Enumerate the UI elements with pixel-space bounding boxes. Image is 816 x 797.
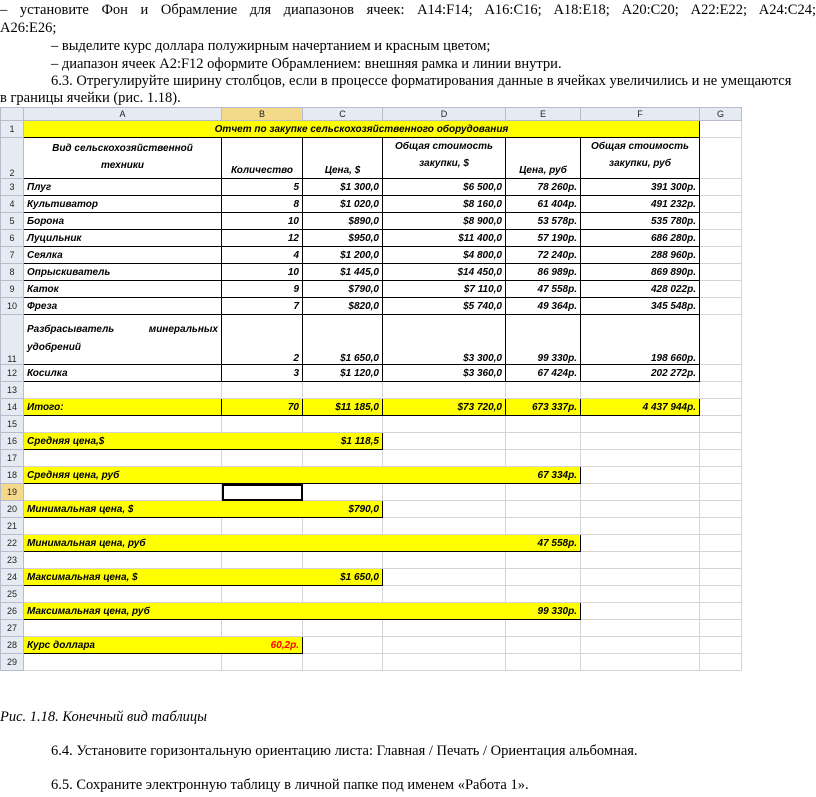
cell-price-rub[interactable]: 86 989р. bbox=[506, 264, 581, 281]
cell-quantity[interactable]: 8 bbox=[222, 196, 303, 213]
cell[interactable] bbox=[24, 620, 222, 637]
instruction-line-3: – диапазон ячеек A2:F12 оформите Обрамлением: внешняя рамка и линии внутри. bbox=[51, 56, 562, 72]
total-rub[interactable]: 4 437 944р. bbox=[581, 399, 700, 416]
cell[interactable] bbox=[581, 433, 700, 450]
cell-text: Разбрасыватель bbox=[27, 324, 115, 335]
cell[interactable] bbox=[506, 637, 581, 654]
instruction-6-3: 6.3. Отрегулируйте ширину столбцов, если в процессе форматирования данные в ячейках увеличились и не умещаются bbox=[51, 73, 792, 89]
cell[interactable] bbox=[24, 654, 222, 671]
cell-price-usd[interactable]: $950,0 bbox=[303, 230, 383, 247]
instruction-6-3-cont: в границы ячейки (рис. 1.18). bbox=[0, 90, 181, 106]
cell[interactable] bbox=[581, 416, 700, 433]
cell-price-usd[interactable]: $890,0 bbox=[303, 213, 383, 230]
cell[interactable] bbox=[506, 484, 581, 501]
min-usd-label[interactable]: Минимальная цена, $ bbox=[24, 501, 303, 518]
cell-price-usd[interactable]: $1 020,0 bbox=[303, 196, 383, 213]
cell-price-usd[interactable]: $1 650,0 bbox=[303, 315, 383, 365]
header-price-usd[interactable]: Цена, $ bbox=[303, 138, 383, 179]
cell-total-usd[interactable]: $14 450,0 bbox=[383, 264, 506, 281]
header-price-rub[interactable]: Цена, руб bbox=[506, 138, 581, 179]
row-header[interactable]: 1 bbox=[1, 121, 24, 138]
cell-price-usd[interactable]: $1 445,0 bbox=[303, 264, 383, 281]
cell-total-rub[interactable]: 288 960р. bbox=[581, 247, 700, 264]
cell[interactable] bbox=[700, 213, 742, 230]
cell-price-rub[interactable]: 99 330р. bbox=[506, 315, 581, 365]
cell[interactable] bbox=[24, 586, 222, 603]
cell-price-rub[interactable]: 53 578р. bbox=[506, 213, 581, 230]
cell-price-usd[interactable]: $1 120,0 bbox=[303, 365, 383, 382]
cell-total-usd[interactable]: $3 300,0 bbox=[383, 315, 506, 365]
cell-total-rub[interactable]: 686 280р. bbox=[581, 230, 700, 247]
row-header[interactable]: 24 bbox=[1, 569, 24, 586]
exchange-rate-value[interactable]: 60,2р. bbox=[222, 637, 303, 654]
row-header[interactable]: 13 bbox=[1, 382, 24, 399]
instruction-6-4: 6.4. Установите горизонтальную ориентацию листа: Главная / Печать / Ориентация альбомная. bbox=[51, 743, 638, 759]
cell[interactable] bbox=[222, 654, 303, 671]
cell[interactable] bbox=[700, 196, 742, 213]
cell-price-usd[interactable]: $790,0 bbox=[303, 281, 383, 298]
cell-price-rub[interactable]: 47 558р. bbox=[506, 281, 581, 298]
row-header[interactable]: 7 bbox=[1, 247, 24, 264]
cell-equipment[interactable]: Борона bbox=[24, 213, 222, 230]
max-rub-value[interactable]: 99 330р. bbox=[506, 603, 581, 620]
exchange-rate-label[interactable]: Курс доллара bbox=[24, 637, 222, 654]
row-header[interactable]: 8 bbox=[1, 264, 24, 281]
cell[interactable] bbox=[700, 603, 742, 620]
cell[interactable] bbox=[24, 518, 222, 535]
total-usd[interactable]: $73 720,0 bbox=[383, 399, 506, 416]
cell[interactable] bbox=[24, 552, 222, 569]
cell[interactable] bbox=[383, 654, 506, 671]
avg-usd-value[interactable]: $1 118,5 bbox=[303, 433, 383, 450]
row-header[interactable]: 23 bbox=[1, 552, 24, 569]
cell[interactable] bbox=[24, 484, 222, 501]
cell[interactable] bbox=[383, 586, 506, 603]
cell[interactable] bbox=[303, 654, 383, 671]
instruction-line-1: – установите Фон и Обрамление для диапазонов ячеек: A14:F14; A16:C16; A18:E18; A20:C20; A22:E22; A24:C24; bbox=[0, 2, 816, 18]
cell-equipment[interactable]: Косилка bbox=[24, 365, 222, 382]
cell[interactable] bbox=[700, 382, 742, 399]
cell[interactable] bbox=[581, 620, 700, 637]
cell-total-usd[interactable]: $8 900,0 bbox=[383, 213, 506, 230]
column-header-d[interactable]: D bbox=[383, 108, 506, 121]
cell[interactable] bbox=[222, 552, 303, 569]
row-header[interactable]: 21 bbox=[1, 518, 24, 535]
max-rub-label[interactable]: Максимальная цена, руб bbox=[24, 603, 506, 620]
cell[interactable] bbox=[383, 433, 506, 450]
cell[interactable] bbox=[700, 569, 742, 586]
cell[interactable] bbox=[24, 416, 222, 433]
cell[interactable] bbox=[222, 450, 303, 467]
cell-quantity[interactable]: 2 bbox=[222, 315, 303, 365]
cell[interactable] bbox=[303, 586, 383, 603]
cell[interactable] bbox=[700, 179, 742, 196]
cell[interactable] bbox=[700, 518, 742, 535]
cell[interactable] bbox=[581, 569, 700, 586]
row-header[interactable]: 9 bbox=[1, 281, 24, 298]
cell-total-usd[interactable]: $5 740,0 bbox=[383, 298, 506, 315]
cell[interactable] bbox=[700, 281, 742, 298]
cell[interactable] bbox=[506, 586, 581, 603]
cell[interactable] bbox=[581, 450, 700, 467]
cell-text: минеральных bbox=[148, 324, 218, 335]
cell-quantity[interactable]: 5 bbox=[222, 179, 303, 196]
cell[interactable] bbox=[506, 416, 581, 433]
cell[interactable] bbox=[581, 382, 700, 399]
column-header-c[interactable]: C bbox=[303, 108, 383, 121]
cell[interactable] bbox=[24, 382, 222, 399]
cell[interactable] bbox=[581, 603, 700, 620]
instruction-line-1-cont: A26:E26; bbox=[0, 20, 57, 36]
row-header[interactable]: 28 bbox=[1, 637, 24, 654]
total-label[interactable]: Итого: bbox=[24, 399, 222, 416]
cell[interactable] bbox=[222, 518, 303, 535]
cell[interactable] bbox=[24, 450, 222, 467]
cell[interactable] bbox=[506, 518, 581, 535]
cell[interactable] bbox=[700, 450, 742, 467]
cell-total-rub[interactable]: 428 022р. bbox=[581, 281, 700, 298]
cell[interactable] bbox=[506, 382, 581, 399]
max-usd-value[interactable]: $1 650,0 bbox=[303, 569, 383, 586]
row-header[interactable]: 4 bbox=[1, 196, 24, 213]
row-header[interactable]: 6 bbox=[1, 230, 24, 247]
cell-total-rub[interactable]: 345 548р. bbox=[581, 298, 700, 315]
cell-price-rub[interactable]: 49 364р. bbox=[506, 298, 581, 315]
row-header[interactable]: 20 bbox=[1, 501, 24, 518]
cell[interactable] bbox=[506, 620, 581, 637]
cell-equipment[interactable]: Фреза bbox=[24, 298, 222, 315]
cell[interactable] bbox=[700, 247, 742, 264]
avg-usd-label[interactable]: Средняя цена,$ bbox=[24, 433, 303, 450]
instruction-6-5: 6.5. Сохраните электронную таблицу в личной папке под именем «Работа 1». bbox=[51, 777, 529, 793]
row-header[interactable]: 11 bbox=[1, 315, 24, 365]
total-price-usd[interactable]: $11 185,0 bbox=[303, 399, 383, 416]
cell[interactable] bbox=[303, 620, 383, 637]
cell[interactable] bbox=[700, 230, 742, 247]
cell-total-rub[interactable]: 202 272р. bbox=[581, 365, 700, 382]
row-header[interactable]: 22 bbox=[1, 535, 24, 552]
avg-rub-label[interactable]: Средняя цена, руб bbox=[24, 467, 506, 484]
cell-total-rub[interactable]: 869 890р. bbox=[581, 264, 700, 281]
column-header-g[interactable]: G bbox=[700, 108, 742, 121]
cell-text: удобрений bbox=[27, 342, 81, 353]
active-cell[interactable] bbox=[222, 484, 303, 501]
cell[interactable] bbox=[383, 518, 506, 535]
cell-total-usd[interactable]: $4 800,0 bbox=[383, 247, 506, 264]
header-total-usd[interactable]: Общая стоимость закупки, $ bbox=[383, 138, 506, 179]
instruction-line-2: – выделите курс доллара полужирным начертанием и красным цветом; bbox=[51, 38, 491, 54]
cell[interactable] bbox=[700, 365, 742, 382]
cell[interactable] bbox=[303, 416, 383, 433]
cell[interactable] bbox=[581, 535, 700, 552]
total-quantity[interactable]: 70 bbox=[222, 399, 303, 416]
cell-total-rub[interactable]: 391 300р. bbox=[581, 179, 700, 196]
select-all-corner[interactable] bbox=[1, 108, 24, 121]
cell-quantity[interactable]: 4 bbox=[222, 247, 303, 264]
header-type[interactable]: Вид сельскохозяйственной техники bbox=[24, 138, 222, 179]
cell-equipment[interactable]: Сеялка bbox=[24, 247, 222, 264]
cell[interactable] bbox=[303, 484, 383, 501]
cell[interactable] bbox=[383, 382, 506, 399]
cell[interactable] bbox=[700, 467, 742, 484]
cell-price-usd[interactable]: $1 300,0 bbox=[303, 179, 383, 196]
cell-quantity[interactable]: 12 bbox=[222, 230, 303, 247]
cell[interactable] bbox=[700, 138, 742, 179]
cell[interactable] bbox=[222, 620, 303, 637]
cell[interactable] bbox=[700, 552, 742, 569]
cell[interactable] bbox=[383, 484, 506, 501]
cell-price-usd[interactable]: $1 200,0 bbox=[303, 247, 383, 264]
cell[interactable] bbox=[700, 484, 742, 501]
cell[interactable] bbox=[700, 416, 742, 433]
cell[interactable] bbox=[700, 586, 742, 603]
cell[interactable] bbox=[700, 399, 742, 416]
sheet-title[interactable]: Отчет по закупке сельскохозяйственного оборудования bbox=[24, 121, 700, 138]
cell[interactable] bbox=[222, 382, 303, 399]
row-header[interactable]: 10 bbox=[1, 298, 24, 315]
cell-equipment[interactable]: Опрыскиватель bbox=[24, 264, 222, 281]
cell-total-rub[interactable]: 491 232р. bbox=[581, 196, 700, 213]
cell-total-usd[interactable]: $3 360,0 bbox=[383, 365, 506, 382]
row-header[interactable]: 19 bbox=[1, 484, 24, 501]
row-header[interactable]: 29 bbox=[1, 654, 24, 671]
cell-equipment[interactable]: Культиватор bbox=[24, 196, 222, 213]
cell[interactable] bbox=[700, 654, 742, 671]
cell[interactable] bbox=[303, 450, 383, 467]
cell[interactable] bbox=[700, 501, 742, 518]
cell[interactable] bbox=[506, 552, 581, 569]
cell[interactable] bbox=[383, 620, 506, 637]
cell[interactable] bbox=[383, 552, 506, 569]
column-header-f[interactable]: F bbox=[581, 108, 700, 121]
cell[interactable] bbox=[700, 637, 742, 654]
row-header[interactable]: 27 bbox=[1, 620, 24, 637]
cell-equipment[interactable]: Плуг bbox=[24, 179, 222, 196]
cell[interactable] bbox=[700, 264, 742, 281]
cell[interactable] bbox=[303, 382, 383, 399]
cell-equipment[interactable] bbox=[24, 315, 222, 365]
cell-equipment[interactable]: Луцильник bbox=[24, 230, 222, 247]
column-header-a[interactable]: A bbox=[24, 108, 222, 121]
cell[interactable] bbox=[700, 298, 742, 315]
cell-price-rub[interactable]: 67 424р. bbox=[506, 365, 581, 382]
row-header[interactable]: 5 bbox=[1, 213, 24, 230]
cell-total-rub[interactable]: 198 660р. bbox=[581, 315, 700, 365]
cell[interactable] bbox=[303, 518, 383, 535]
column-header-b[interactable]: B bbox=[222, 108, 303, 121]
row-header[interactable]: 2 bbox=[1, 138, 24, 179]
cell[interactable] bbox=[506, 433, 581, 450]
cell[interactable] bbox=[383, 416, 506, 433]
cell[interactable] bbox=[383, 569, 506, 586]
cell-quantity[interactable]: 7 bbox=[222, 298, 303, 315]
cell[interactable] bbox=[700, 121, 742, 138]
cell-total-usd[interactable]: $6 500,0 bbox=[383, 179, 506, 196]
cell-quantity[interactable]: 10 bbox=[222, 264, 303, 281]
max-usd-label[interactable]: Максимальная цена, $ bbox=[24, 569, 303, 586]
cell-total-usd[interactable]: $11 400,0 bbox=[383, 230, 506, 247]
cell-equipment[interactable]: Каток bbox=[24, 281, 222, 298]
cell[interactable] bbox=[581, 501, 700, 518]
header-total-rub[interactable]: Общая стоимость закупки, руб bbox=[581, 138, 700, 179]
row-header[interactable]: 14 bbox=[1, 399, 24, 416]
column-header-e[interactable]: E bbox=[506, 108, 581, 121]
avg-rub-value[interactable]: 67 334р. bbox=[506, 467, 581, 484]
cell[interactable] bbox=[222, 416, 303, 433]
cell-price-rub[interactable]: 78 260р. bbox=[506, 179, 581, 196]
cell[interactable] bbox=[506, 450, 581, 467]
total-price-rub[interactable]: 673 337р. bbox=[506, 399, 581, 416]
row-header[interactable]: 17 bbox=[1, 450, 24, 467]
cell-price-rub[interactable]: 72 240р. bbox=[506, 247, 581, 264]
row-header[interactable]: 18 bbox=[1, 467, 24, 484]
min-usd-value[interactable]: $790,0 bbox=[303, 501, 383, 518]
cell-total-rub[interactable]: 535 780р. bbox=[581, 213, 700, 230]
cell-price-rub[interactable]: 61 404р. bbox=[506, 196, 581, 213]
cell[interactable] bbox=[581, 586, 700, 603]
cell[interactable] bbox=[383, 501, 506, 518]
cell-price-rub[interactable]: 57 190р. bbox=[506, 230, 581, 247]
cell-quantity[interactable]: 9 bbox=[222, 281, 303, 298]
cell[interactable] bbox=[383, 450, 506, 467]
cell-price-usd[interactable]: $820,0 bbox=[303, 298, 383, 315]
cell-total-usd[interactable]: $8 160,0 bbox=[383, 196, 506, 213]
row-header[interactable]: 3 bbox=[1, 179, 24, 196]
cell[interactable] bbox=[303, 552, 383, 569]
cell[interactable] bbox=[700, 433, 742, 450]
cell[interactable] bbox=[581, 467, 700, 484]
header-quantity[interactable]: Количество bbox=[222, 138, 303, 179]
spreadsheet bbox=[0, 107, 741, 667]
cell-total-usd[interactable]: $7 110,0 bbox=[383, 281, 506, 298]
cell[interactable] bbox=[581, 552, 700, 569]
cell[interactable] bbox=[506, 569, 581, 586]
cell[interactable] bbox=[383, 637, 506, 654]
cell[interactable] bbox=[506, 501, 581, 518]
row-header[interactable]: 15 bbox=[1, 416, 24, 433]
cell[interactable] bbox=[222, 586, 303, 603]
min-rub-value[interactable]: 47 558р. bbox=[506, 535, 581, 552]
cell[interactable] bbox=[700, 315, 742, 365]
cell[interactable] bbox=[700, 620, 742, 637]
cell[interactable] bbox=[581, 518, 700, 535]
cell[interactable] bbox=[303, 637, 383, 654]
cell[interactable] bbox=[581, 484, 700, 501]
figure-caption: Рис. 1.18. Конечный вид таблицы bbox=[0, 709, 207, 725]
row-header[interactable]: 12 bbox=[1, 365, 24, 382]
cell-quantity[interactable]: 3 bbox=[222, 365, 303, 382]
cell[interactable] bbox=[506, 654, 581, 671]
row-header[interactable]: 25 bbox=[1, 586, 24, 603]
cell[interactable] bbox=[581, 637, 700, 654]
row-header[interactable]: 26 bbox=[1, 603, 24, 620]
cell[interactable] bbox=[581, 654, 700, 671]
row-header[interactable]: 16 bbox=[1, 433, 24, 450]
cell[interactable] bbox=[700, 535, 742, 552]
cell-quantity[interactable]: 10 bbox=[222, 213, 303, 230]
min-rub-label[interactable]: Минимальная цена, руб bbox=[24, 535, 506, 552]
